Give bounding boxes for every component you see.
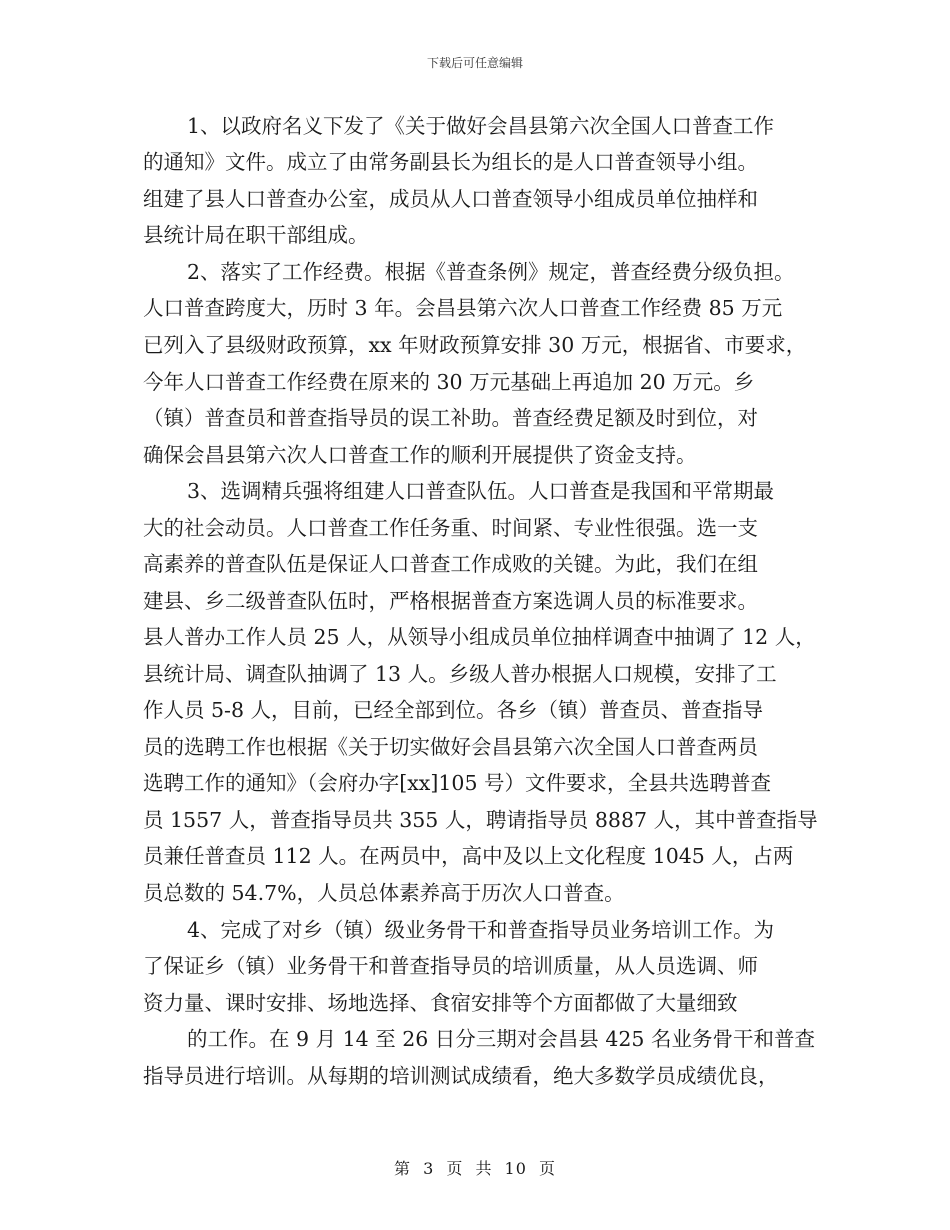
paragraph-line: 员 1557 人，普查指导员共 355 人，聘请指导员 8887 人，其中普查指导 xyxy=(143,808,818,832)
paragraph-line: 的通知》文件。成立了由常务副县长为组长的是人口普查领导小组。 xyxy=(143,150,758,174)
paragraph-line: 组建了县人口普查办公室，成员从人口普查领导小组成员单位抽样和 xyxy=(143,187,758,211)
paragraph-line: 员总数的 54.7%，人员总体素养高于历次人口普查。 xyxy=(143,881,625,905)
paragraph-line: 县人普办工作人员 25 人，从领导小组成员单位抽样调查中抽调了 12 人， xyxy=(143,625,816,649)
paragraph-line: 的工作。在 9 月 14 至 26 日分三期对会昌县 425 名业务骨干和普查 xyxy=(187,1027,815,1051)
paragraph-line: 选聘工作的通知》（会府办字[xx]105 号）文件要求，全县共选聘普查 xyxy=(143,771,772,795)
paragraph-line: 建县、乡二级普查队伍时，严格根据普查方案选调人员的标准要求。 xyxy=(143,589,758,613)
paragraph-line: 3、选调精兵强将组建人口普查队伍。人口普查是我国和平常期最 xyxy=(187,479,775,503)
page-number: 第 3 页 共 10 页 xyxy=(394,1159,556,1178)
paragraph-line: 高素养的普查队伍是保证人口普查工作成败的关键。为此，我们在组 xyxy=(143,552,758,576)
paragraph-line: 确保会昌县第六次人口普查工作的顺利开展提供了资金支持。 xyxy=(143,443,697,467)
paragraph-line: 1、以政府名义下发了《关于做好会昌县第六次全国人口普查工作 xyxy=(187,114,775,138)
paragraph-line: 大的社会动员。人口普查工作任务重、时间紧、专业性很强。选一支 xyxy=(143,516,758,540)
paragraph-line: 人口普查跨度大，历时 3 年。会昌县第六次人口普查工作经费 85 万元 xyxy=(143,296,783,320)
paragraph-line: 指导员进行培训。从每期的培训测试成绩看，绝大多数学员成绩优良， xyxy=(143,1064,779,1088)
paragraph-line: 作人员 5-8 人，目前，已经全部到位。各乡（镇）普查员、普查指导 xyxy=(143,698,764,722)
paragraph-line: 了保证乡（镇）业务骨干和普查指导员的培训质量，从人员选调、师 xyxy=(143,954,758,978)
paragraph-line: 4、完成了对乡（镇）级业务骨干和普查指导员业务培训工作。为 xyxy=(187,918,775,942)
paragraph-line: 县统计局、调查队抽调了 13 人。乡级人普办根据人口规模，安排了工 xyxy=(143,662,777,686)
paragraph-line: 县统计局在职干部组成。 xyxy=(143,223,369,247)
paragraph-line: 2、落实了工作经费。根据《普查条例》规定，普查经费分级负担。 xyxy=(187,260,795,284)
paragraph-line: 今年人口普查工作经费在原来的 30 万元基础上再追加 20 万元。乡 xyxy=(143,370,755,394)
paragraph-line: （镇）普查员和普查指导员的误工补助。普查经费足额及时到位，对 xyxy=(143,406,758,430)
paragraph-line: 员的选聘工作也根据《关于切实做好会昌县第六次全国人口普查两员 xyxy=(143,735,758,759)
paragraph-line: 资力量、课时安排、场地选择、食宿安排等个方面都做了大量细致 xyxy=(143,991,738,1015)
header-note: 下载后可任意编辑 xyxy=(426,56,523,70)
paragraph-line: 已列入了县级财政预算，xx 年财政预算安排 30 万元，根据省、市要求， xyxy=(143,333,807,357)
paragraph-line: 员兼任普查员 112 人。在两员中，高中及以上文化程度 1045 人，占两 xyxy=(143,844,794,868)
